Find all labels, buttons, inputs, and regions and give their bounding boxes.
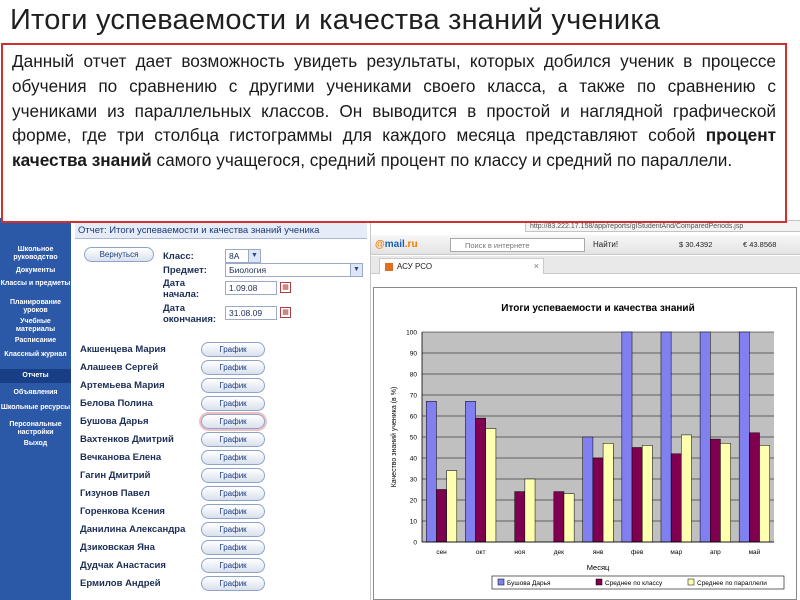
student-name: Гизунов Павел bbox=[80, 488, 150, 499]
sidebar-item-school-resources[interactable]: Школьные ресурсы bbox=[0, 404, 71, 411]
bar bbox=[593, 458, 603, 542]
search-input[interactable]: Поиск в интернете bbox=[450, 238, 585, 252]
subject-value: Биология bbox=[229, 265, 267, 275]
usd-rate: $ 30.4392 bbox=[679, 240, 713, 249]
graph-button[interactable]: График bbox=[201, 558, 265, 573]
bar bbox=[710, 439, 720, 542]
quality-chart bbox=[374, 288, 798, 600]
x-tick-label: ноя bbox=[514, 549, 526, 556]
student-name: Акшенцева Мария bbox=[80, 344, 166, 355]
x-axis-label: Месяц bbox=[586, 563, 610, 572]
sidebar-item-schedule[interactable]: Расписание bbox=[14, 337, 57, 344]
legend-swatch bbox=[498, 579, 504, 585]
chart-frame bbox=[373, 287, 797, 600]
school-app-screenshot bbox=[0, 218, 370, 600]
y-tick-label: 100 bbox=[406, 329, 417, 337]
description-bold: процент качества знаний bbox=[12, 125, 776, 171]
end-date-label: Дата окончания: bbox=[163, 303, 217, 325]
subject-select[interactable] bbox=[225, 263, 363, 277]
y-tick-label: 80 bbox=[409, 371, 417, 379]
back-button[interactable]: Вернуться bbox=[84, 247, 154, 262]
app-sidebar bbox=[0, 218, 71, 600]
class-value: 8А bbox=[229, 251, 240, 261]
chevron-down-icon: ▼ bbox=[350, 264, 362, 276]
student-name: Дзиковская Яна bbox=[80, 542, 155, 553]
bar bbox=[476, 418, 486, 542]
graph-button[interactable]: График bbox=[201, 522, 265, 537]
bar bbox=[661, 332, 671, 542]
y-tick-label: 50 bbox=[409, 434, 417, 442]
sidebar-item-school-management[interactable]: Школьное руководство bbox=[13, 246, 58, 261]
y-tick-label: 90 bbox=[409, 350, 417, 358]
legend-label: Среднее по классу bbox=[605, 580, 663, 587]
description-part-1: Данный отчет дает возможность увидеть результаты, которых добился ученик в процессе обучения по сравнению с другими учениками своего класса, а также по сравнению с учениками из параллельных классов. Он выводится в простой и наглядной графической форме, где три столбца гистограммы для каждого месяца представляют собой bbox=[12, 51, 776, 146]
bar bbox=[465, 401, 475, 542]
tab-title: АСУ РСО bbox=[397, 262, 433, 271]
start-date-label: Дата начала: bbox=[163, 278, 200, 300]
calendar-icon[interactable]: ▦ bbox=[280, 282, 291, 293]
student-name: Горенкова Ксения bbox=[80, 506, 165, 517]
class-label: Класс: bbox=[163, 251, 194, 262]
description-part-2: самого учащегося, средний процент по классу и средний по параллели. bbox=[151, 150, 733, 171]
graph-button[interactable]: График bbox=[201, 450, 265, 465]
y-tick-label: 40 bbox=[409, 455, 417, 463]
bar bbox=[739, 332, 749, 542]
chart-title: Итоги успеваемости и качества знаний bbox=[501, 303, 695, 314]
bar bbox=[525, 479, 535, 542]
student-name: Бушова Дарья bbox=[80, 416, 149, 427]
report-title: Отчет: Итоги успеваемости и качества знаний ученика bbox=[75, 222, 367, 239]
bar bbox=[603, 443, 613, 542]
bar bbox=[622, 332, 632, 542]
sidebar-item-lesson-planning[interactable]: Планирование уроков bbox=[10, 299, 61, 314]
y-tick-label: 20 bbox=[409, 497, 417, 505]
sidebar-item-logout[interactable]: Выход bbox=[23, 440, 48, 447]
graph-button[interactable]: График bbox=[201, 396, 265, 411]
bar bbox=[700, 332, 710, 542]
x-tick-label: сен bbox=[436, 549, 447, 556]
x-tick-label: май bbox=[748, 549, 761, 556]
student-name: Дудчак Анастасия bbox=[80, 560, 166, 571]
browser-tab[interactable] bbox=[379, 258, 544, 274]
graph-button[interactable]: График bbox=[201, 360, 265, 375]
legend-label: Среднее по параллели bbox=[697, 580, 767, 587]
y-tick-label: 10 bbox=[409, 518, 417, 526]
student-name: Алашеев Сергей bbox=[80, 362, 159, 373]
sidebar-item-class-journal[interactable]: Классный журнал bbox=[4, 351, 67, 358]
start-date-input[interactable]: 1.09.08 bbox=[225, 281, 277, 295]
student-name: Данилина Александра bbox=[80, 524, 186, 535]
graph-button[interactable]: График bbox=[201, 504, 265, 519]
calendar-icon[interactable]: ▦ bbox=[280, 307, 291, 318]
bar bbox=[632, 448, 642, 543]
bar bbox=[554, 492, 564, 542]
class-select[interactable] bbox=[225, 249, 261, 263]
bar bbox=[515, 492, 525, 542]
legend-label: Бушова Дарья bbox=[507, 580, 551, 587]
graph-button[interactable]: График bbox=[201, 414, 265, 429]
bar bbox=[564, 494, 574, 542]
student-name: Артемьева Мария bbox=[80, 380, 165, 391]
y-axis-label: Качество знаний ученика (в %) bbox=[391, 386, 398, 488]
bar bbox=[760, 445, 770, 542]
student-name: Белова Полина bbox=[80, 398, 153, 409]
bar bbox=[681, 435, 691, 542]
x-tick-label: фев bbox=[630, 549, 644, 556]
description-box bbox=[1, 43, 787, 223]
sidebar-item-reports[interactable]: Отчеты bbox=[0, 369, 71, 383]
sidebar-item-announcements[interactable]: Объявления bbox=[13, 389, 58, 396]
bar bbox=[486, 429, 496, 542]
x-tick-label: дек bbox=[553, 549, 565, 556]
bar bbox=[583, 437, 593, 542]
bar bbox=[447, 471, 457, 542]
bar bbox=[749, 433, 759, 542]
x-tick-label: мар bbox=[670, 549, 683, 556]
chart-area bbox=[371, 275, 800, 600]
legend-swatch bbox=[596, 579, 602, 585]
bar bbox=[642, 445, 652, 542]
student-name: Гагин Дмитрий bbox=[80, 470, 151, 481]
bar bbox=[720, 443, 730, 542]
sidebar-item-classes[interactable]: Классы и предметы bbox=[0, 280, 71, 287]
graph-button[interactable]: График bbox=[201, 468, 265, 483]
graph-button[interactable]: График bbox=[201, 576, 265, 591]
x-tick-label: янв bbox=[592, 549, 604, 556]
bar bbox=[426, 401, 436, 542]
address-bar[interactable]: http://83.222.17.158/app/reports/gIStudentAnd/ComparedPeriods.jsp bbox=[525, 220, 800, 232]
browser-screenshot bbox=[370, 218, 800, 600]
subject-label: Предмет: bbox=[163, 265, 207, 276]
legend-swatch bbox=[688, 579, 694, 585]
tab-favicon-icon bbox=[385, 263, 393, 271]
browser-toolbar bbox=[371, 235, 800, 255]
graph-button[interactable]: График bbox=[201, 486, 265, 501]
eur-rate: € 43.8568 bbox=[743, 240, 777, 249]
student-name: Вахтенков Дмитрий bbox=[80, 434, 174, 445]
sidebar-item-documents[interactable]: Документы bbox=[15, 267, 56, 274]
y-tick-label: 60 bbox=[409, 413, 417, 421]
y-tick-label: 30 bbox=[409, 476, 417, 484]
graph-button[interactable]: График bbox=[201, 432, 265, 447]
find-button[interactable]: Найти! bbox=[593, 240, 619, 249]
end-date-input[interactable]: 31.08.09 bbox=[225, 306, 277, 320]
sidebar-item-personal-settings[interactable]: Персональные настройки bbox=[9, 421, 62, 436]
student-name: Ермилов Андрей bbox=[80, 578, 161, 589]
close-icon[interactable]: × bbox=[533, 261, 539, 271]
student-name: Вечканова Елена bbox=[80, 452, 162, 463]
graph-button[interactable]: График bbox=[201, 342, 265, 357]
y-tick-label: 0 bbox=[413, 539, 417, 547]
x-tick-label: апр bbox=[709, 549, 721, 556]
graph-button[interactable]: График bbox=[201, 378, 265, 393]
description-text bbox=[12, 49, 776, 173]
chevron-down-icon: ▼ bbox=[248, 250, 260, 262]
sidebar-item-materials[interactable]: Учебные материалы bbox=[15, 318, 56, 333]
bar bbox=[436, 490, 446, 543]
browser-tabbar bbox=[371, 256, 800, 274]
x-tick-label: окт bbox=[475, 549, 486, 556]
mail-logo: @mail.ru bbox=[375, 239, 418, 250]
bar bbox=[671, 454, 681, 542]
slide-title: Итоги успеваемости и качества знаний ученика bbox=[10, 4, 661, 36]
graph-button[interactable]: График bbox=[201, 540, 265, 555]
y-tick-label: 70 bbox=[409, 392, 417, 400]
